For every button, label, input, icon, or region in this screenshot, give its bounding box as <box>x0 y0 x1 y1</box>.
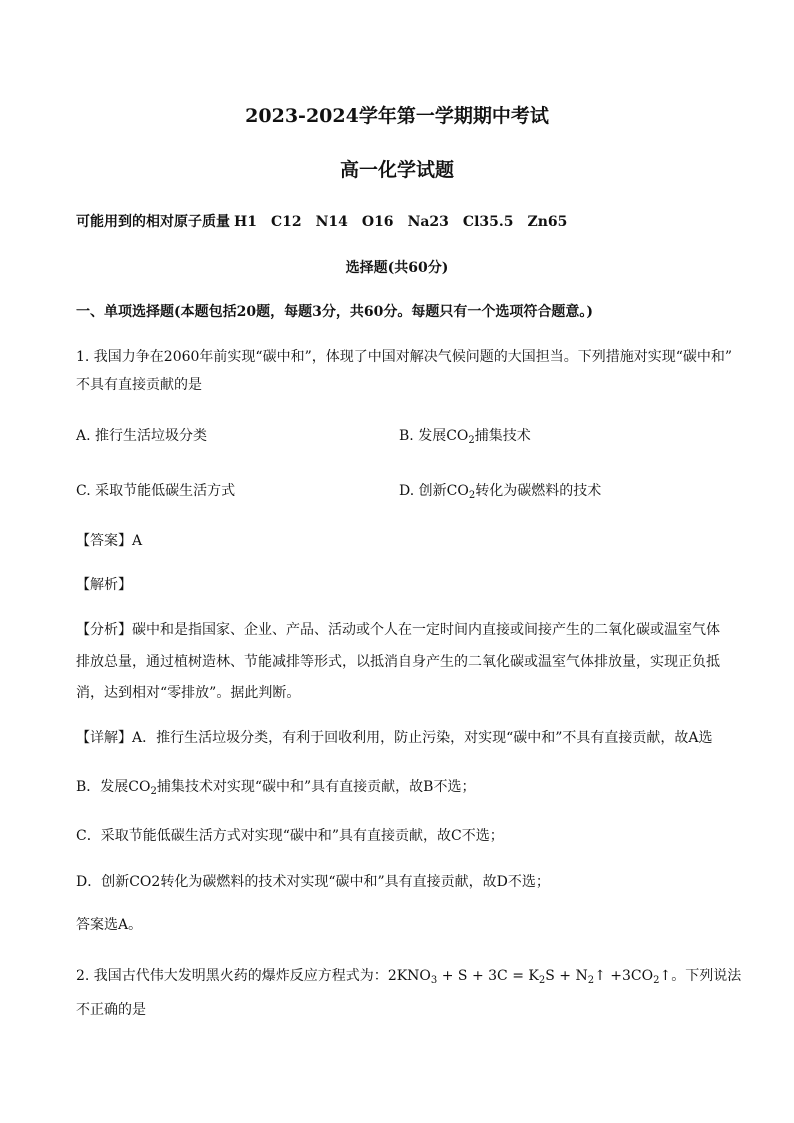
exam-title: 2023-2024学年第一学期期中考试 <box>245 105 549 127</box>
q2-stem-line1: 2. 我国古代伟大发明黑火药的爆炸反应方程式为：$2KNO_3 + S + 3C = K_2S$ + $N_2↑$ $+3CO_2↑$。下列说法 <box>76 968 742 986</box>
q1-detail-d: D．创新CO2转化为碳燃料的技术对实现“碳中和”具有直接贡献，故D不选； <box>76 874 550 890</box>
masses-label: 可能用到的相对原子质量 <box>76 214 230 230</box>
q1-answer: 【答案】A <box>76 533 143 549</box>
q1-stem-line2: 不具有直接贡献的是 <box>76 377 202 393</box>
q1-option-b: B. 发展$CO_2$捕集技术 <box>399 428 531 446</box>
mass-zn: Zn65 <box>527 214 568 230</box>
mass-h: H1 <box>234 214 257 230</box>
mass-cl: Cl35.5 <box>462 214 514 230</box>
exam-subtitle: 高一化学试题 <box>339 159 454 181</box>
q1-option-d: D. 创新$CO_2$转化为碳燃料的技术 <box>399 483 602 501</box>
q1-analysis-line1: 【分析】碳中和是指国家、企业、产品、活动或个人在一定时间内直接或间接产生的二氧化碳或温室气体 <box>76 622 720 638</box>
q1-detail-b: B．发展$CO_2$捕集技术对实现“碳中和”具有直接贡献，故B不选； <box>76 779 476 797</box>
section-title: 选择题(共60分) <box>345 260 449 276</box>
q1-detail-a: 【详解】A．推行生活垃圾分类，有利于回收利用，防止污染，对实现“碳中和”不具有直接贡献，故A选 <box>76 730 713 746</box>
mass-c: C12 <box>270 214 302 230</box>
part-title: 一、单项选择题(本题包括20题，每题3分，共60分。每题只有一个选项符合题意。) <box>76 304 593 320</box>
mass-na: Na23 <box>407 214 449 230</box>
q1-analysis-line2: 排放总量，通过植树造林、节能减排等形式，以抵消自身产生的二氧化碳或温室气体排放量，实现正负抵 <box>76 654 720 670</box>
q1-option-a: A. 推行生活垃圾分类 <box>76 428 208 444</box>
q2-stem-line2: 不正确的是 <box>76 1002 146 1018</box>
mass-n: N14 <box>315 214 348 230</box>
reaction-equation: $2KNO_3 + S + 3C = K_2S$ + $N_2↑$ $+3CO_2↑$ <box>387 968 672 986</box>
q1-stem-line1: 1. 我国力争在2060年前实现“碳中和”，体现了中国对解决气候问题的大国担当。下列措施对实现“碳中和” <box>76 349 733 365</box>
q1-analysis-line3: 消，达到相对“零排放”。据此判断。 <box>76 685 301 701</box>
atomic-masses <box>76 212 581 232</box>
q1-analysis-heading: 【解析】 <box>76 577 132 593</box>
q1-conclusion: 答案选A。 <box>76 917 143 933</box>
q1-option-c: C. 采取节能低碳生活方式 <box>76 483 236 499</box>
q1-detail-c: C．采取节能低碳生活方式对实现“碳中和”具有直接贡献，故C不选； <box>76 828 504 844</box>
mass-o: O16 <box>361 214 394 230</box>
